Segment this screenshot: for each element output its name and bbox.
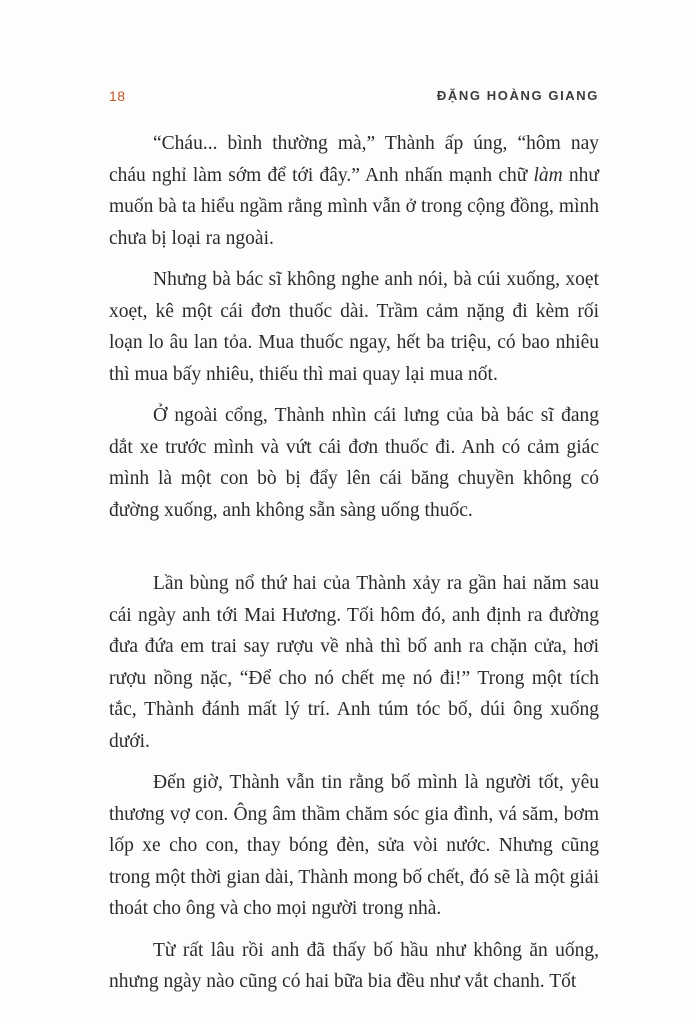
paragraph <box>109 128 599 254</box>
running-head-author: ĐẶNG HOÀNG GIANG <box>436 88 599 103</box>
paragraph-text: như muốn bà ta hiểu ngầm rằng mình vẫn ở trong cộng đồng, mình chưa bị loại ra ngoài. <box>109 164 600 249</box>
body-text <box>109 128 599 1008</box>
page-number: 18 <box>109 88 126 104</box>
paragraph: Nhưng bà bác sĩ không nghe anh nói, bà cúi xuống, xoẹt xoẹt, kê một cái đơn thuốc dài. Trầm cảm nặng đi kèm rối loạn lo âu lan tỏa. Mua thuốc ngay, hết ba triệu, có bao nhiêu thì mua bấy nhiêu, thiếu thì mai quay lại mua nốt. <box>109 269 599 385</box>
emphasized-word: làm <box>533 164 563 186</box>
page-header <box>109 88 599 108</box>
paragraph: Ở ngoài cổng, Thành nhìn cái lưng của bà bác sĩ đang dắt xe trước mình và vứt cái đơn thuốc đi. Anh có cảm giác mình là một con bò bị đẩy lên cái băng chuyền không có đường xuống, anh không sẵn sàng uống thuốc. <box>109 405 599 521</box>
paragraph: Từ rất lâu rồi anh đã thấy bố hầu như không ăn uống, nhưng ngày nào cũng có hai bữa bia đều như vắt chanh. Tốt <box>109 939 599 992</box>
paragraph-text: “Cháu... bình thường mà,” Thành ấp úng, “hôm nay cháu nghỉ làm sớm để tới đây.” Anh nhấn mạnh chữ <box>109 133 599 186</box>
paragraph-section-start: Lần bùng nổ thứ hai của Thành xảy ra gần hai năm sau cái ngày anh tới Mai Hương. Tối hôm đó, anh định ra đường đưa đứa em trai say rượu về nhà thì bố anh ra chặn cửa, hơi rượu nồng nặc, “Để cho nó chết mẹ nó đi!” Trong một tích tắc, Thành đánh mất lý trí. Anh túm tóc bố, dúi ông xuống dưới. <box>109 573 599 752</box>
paragraph: Đến giờ, Thành vẫn tin rằng bố mình là người tốt, yêu thương vợ con. Ông âm thầm chăm sóc gia đình, vá săm, bơm lốp xe cho con, thay bóng đèn, sửa vòi nước. Nhưng cũng trong một thời gian dài, Thành mong bố chết, đó sẽ là một giải thoát cho ông và cho mọi người trong nhà. <box>109 772 599 919</box>
